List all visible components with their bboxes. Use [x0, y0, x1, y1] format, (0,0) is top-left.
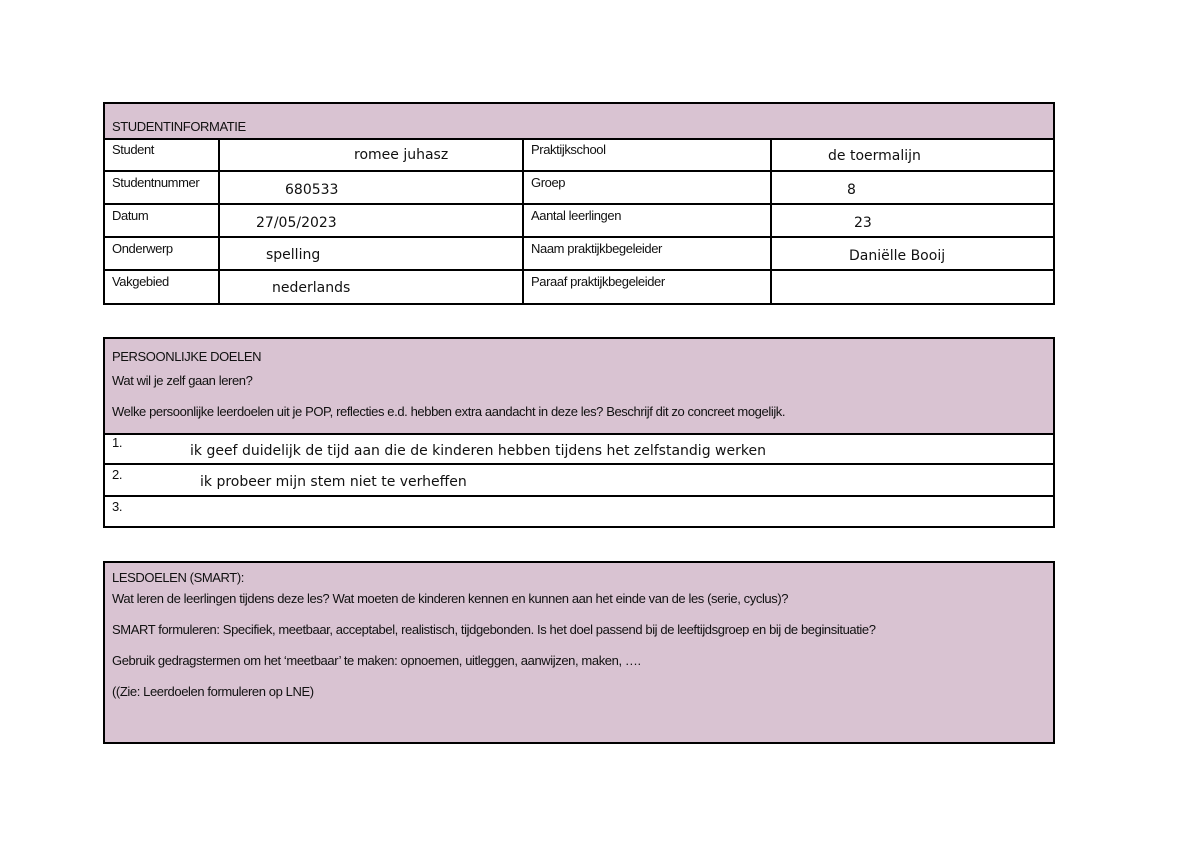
groep-cell[interactable] — [770, 172, 1053, 203]
student-label: Student — [112, 142, 155, 157]
persoonlijke-doelen-instruction: Welke persoonlijke leerdoelen uit je POP, reflecties e.d. hebben extra aandacht in deze les? Beschrijf dit zo concreet mogelijk. — [112, 404, 786, 419]
table-row — [105, 205, 1053, 238]
aantal-leerlingen-cell[interactable] — [770, 205, 1053, 236]
student-value: romee juhasz — [354, 147, 449, 163]
vakgebied-cell[interactable] — [218, 271, 522, 303]
doel-number: 2. — [112, 467, 123, 482]
lesdoelen-title: LESDOELEN (SMART): — [112, 570, 244, 585]
doel-row-1[interactable] — [105, 433, 1053, 465]
doel-row-3[interactable] — [105, 497, 1053, 526]
doel-number: 1. — [112, 435, 123, 450]
groep-label: Groep — [531, 175, 566, 190]
studentinformatie-title: STUDENTINFORMATIE — [112, 119, 246, 134]
table-row — [105, 172, 1053, 205]
doel-number: 3. — [112, 499, 123, 514]
persoonlijke-doelen-title: PERSOONLIJKE DOELEN — [112, 349, 262, 364]
studentinformatie-header — [105, 104, 1053, 140]
onderwerp-value: spelling — [266, 247, 321, 263]
paraaf-praktijkbegeleider-label: Paraaf praktijkbegeleider — [531, 274, 665, 289]
table-row — [105, 271, 1053, 303]
naam-praktijkbegeleider-cell[interactable] — [770, 238, 1053, 269]
praktijkschool-label-cell — [522, 139, 770, 170]
aantal-leerlingen-value: 23 — [854, 215, 872, 231]
table-row — [105, 139, 1053, 172]
persoonlijke-doelen-question: Wat wil je zelf gaan leren? — [112, 373, 253, 388]
lesdoelen-line-4: ((Zie: Leerdoelen formuleren op LNE) — [112, 684, 314, 699]
aantal-leerlingen-label-cell — [522, 205, 770, 236]
datum-label: Datum — [112, 208, 149, 223]
datum-value: 27/05/2023 — [256, 215, 337, 231]
paraaf-praktijkbegeleider-cell[interactable] — [770, 271, 1053, 303]
studentinformatie-table — [103, 102, 1055, 305]
studentnummer-cell[interactable] — [218, 172, 522, 203]
doel-row-2[interactable] — [105, 465, 1053, 497]
lesdoelen-line-1: Wat leren de leerlingen tijdens deze les? Wat moeten de kinderen kennen en kunnen aan het einde van de les (serie, cyclus)? — [112, 591, 789, 606]
persoonlijke-doelen-header — [105, 339, 1053, 435]
lesdoelen-table — [103, 561, 1055, 744]
studentnummer-label: Studentnummer — [112, 175, 200, 190]
doel-text: ik probeer mijn stem niet te verheffen — [200, 474, 467, 490]
vakgebied-value: nederlands — [272, 280, 351, 296]
doel-text: ik geef duidelijk de tijd aan die de kinderen hebben tijdens het zelfstandig werken — [190, 443, 766, 459]
praktijkschool-value: de toermalijn — [828, 148, 921, 164]
groep-value: 8 — [847, 182, 856, 198]
naam-praktijkbegeleider-label: Naam praktijkbegeleider — [531, 241, 662, 256]
lesdoelen-line-2: SMART formuleren: Specifiek, meetbaar, acceptabel, realistisch, tijdgebonden. Is het doel passend bij de leeftijdsgroep en bij de beginsituatie? — [112, 622, 876, 637]
table-row — [105, 238, 1053, 271]
paraaf-praktijkbegeleider-label-cell — [522, 271, 770, 303]
datum-cell[interactable] — [218, 205, 522, 236]
naam-praktijkbegeleider-label-cell — [522, 238, 770, 269]
praktijkschool-cell[interactable] — [770, 139, 1053, 170]
onderwerp-label: Onderwerp — [112, 241, 173, 256]
persoonlijke-doelen-table — [103, 337, 1055, 528]
aantal-leerlingen-label: Aantal leerlingen — [531, 208, 622, 223]
student-cell[interactable] — [218, 139, 522, 170]
onderwerp-cell[interactable] — [218, 238, 522, 269]
groep-label-cell — [522, 172, 770, 203]
studentnummer-value: 680533 — [285, 182, 339, 198]
praktijkschool-label: Praktijkschool — [531, 142, 606, 157]
vakgebied-label: Vakgebied — [112, 274, 169, 289]
lesdoelen-line-3: Gebruik gedragstermen om het ‘meetbaar’ te maken: opnoemen, uitleggen, aanwijzen, maken, …. — [112, 653, 641, 668]
naam-praktijkbegeleider-value: Daniëlle Booij — [849, 248, 946, 264]
